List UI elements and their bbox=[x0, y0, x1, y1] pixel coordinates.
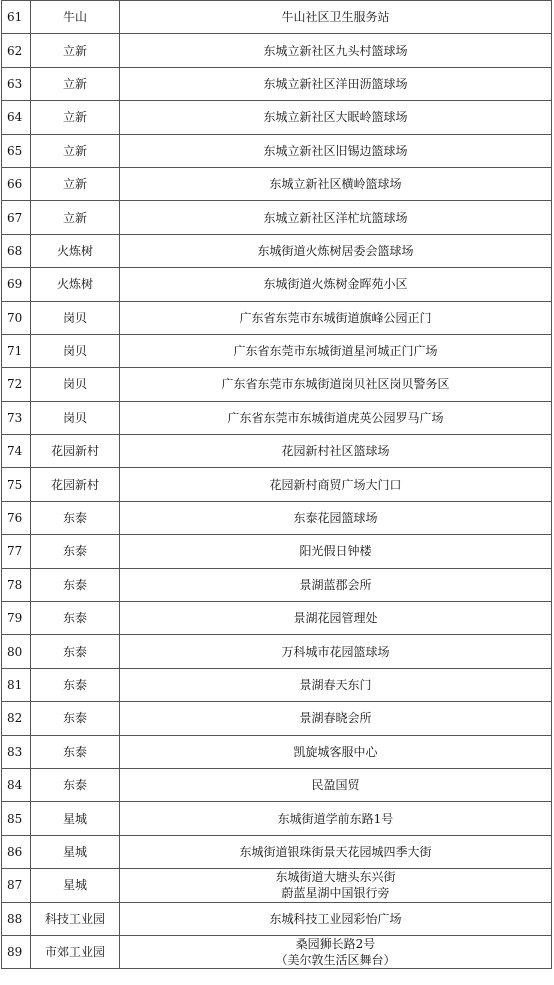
table-row bbox=[2, 435, 552, 468]
row-number: 62 bbox=[2, 34, 31, 67]
location-line-1: 东城立新社区洋田沥篮球场 bbox=[263, 76, 408, 91]
table-row bbox=[2, 668, 552, 701]
row-number: 66 bbox=[2, 167, 31, 200]
table-row bbox=[2, 134, 552, 167]
location-cell bbox=[120, 602, 552, 635]
row-number: 84 bbox=[2, 768, 31, 801]
location-line-2: （美尔敦生活区舞台） bbox=[275, 953, 396, 968]
location-line-1: 广东省东莞市东城街道旗峰公园正门 bbox=[239, 310, 432, 325]
row-number: 74 bbox=[2, 435, 31, 468]
row-number: 79 bbox=[2, 602, 31, 635]
community-cell: 市郊工业园 bbox=[31, 935, 120, 968]
community-cell: 东泰 bbox=[31, 668, 120, 701]
row-number: 67 bbox=[2, 201, 31, 234]
table-row bbox=[2, 902, 552, 935]
location-cell bbox=[120, 802, 552, 835]
table-row bbox=[2, 401, 552, 434]
row-number: 68 bbox=[2, 234, 31, 267]
row-number: 73 bbox=[2, 401, 31, 434]
location-line-1: 凯旋城客服中心 bbox=[293, 744, 378, 759]
location-cell bbox=[120, 902, 552, 935]
table-row bbox=[2, 101, 552, 134]
location-line-1: 桑园狮长路2号 bbox=[295, 937, 376, 952]
community-cell: 星城 bbox=[31, 835, 120, 868]
community-cell: 岗贝 bbox=[31, 301, 120, 334]
location-line-1: 东城立新社区横岭篮球场 bbox=[269, 177, 402, 192]
table-row bbox=[2, 635, 552, 668]
location-cell bbox=[120, 1, 552, 34]
location-line-1: 东城街道大塘头东兴街 bbox=[275, 870, 396, 885]
table-row bbox=[2, 501, 552, 534]
community-cell: 牛山 bbox=[31, 1, 120, 34]
location-line-1: 东城立新社区大眠岭篮球场 bbox=[263, 110, 408, 125]
location-cell bbox=[120, 34, 552, 67]
table-row bbox=[2, 869, 552, 902]
table-row bbox=[2, 368, 552, 401]
location-line-1: 牛山社区卫生服务站 bbox=[281, 10, 390, 25]
community-cell: 立新 bbox=[31, 34, 120, 67]
row-number: 87 bbox=[2, 869, 31, 902]
community-cell: 东泰 bbox=[31, 602, 120, 635]
table-row bbox=[2, 67, 552, 100]
location-cell bbox=[120, 869, 552, 902]
community-cell: 岗贝 bbox=[31, 368, 120, 401]
location-cell bbox=[120, 668, 552, 701]
community-cell: 立新 bbox=[31, 101, 120, 134]
location-cell bbox=[120, 234, 552, 267]
community-cell: 东泰 bbox=[31, 535, 120, 568]
community-cell: 东泰 bbox=[31, 568, 120, 601]
community-cell: 东泰 bbox=[31, 635, 120, 668]
location-line-1: 景湖春晓会所 bbox=[299, 711, 372, 726]
community-cell: 东泰 bbox=[31, 768, 120, 801]
table-row bbox=[2, 234, 552, 267]
row-number: 61 bbox=[2, 1, 31, 34]
location-cell bbox=[120, 501, 552, 534]
location-cell bbox=[120, 167, 552, 200]
location-table bbox=[1, 0, 552, 969]
location-line-1: 花园新村商贸广场大门口 bbox=[269, 477, 402, 492]
location-cell bbox=[120, 401, 552, 434]
table-row bbox=[2, 735, 552, 768]
row-number: 78 bbox=[2, 568, 31, 601]
location-line-1: 东城街道火炼树金晖苑小区 bbox=[263, 277, 408, 292]
community-cell: 东泰 bbox=[31, 501, 120, 534]
location-cell bbox=[120, 334, 552, 367]
row-number: 69 bbox=[2, 268, 31, 301]
location-line-1: 东城立新社区旧锡边篮球场 bbox=[263, 143, 408, 158]
community-cell: 岗贝 bbox=[31, 334, 120, 367]
location-line-1: 景湖花园管理处 bbox=[293, 611, 378, 626]
table-row bbox=[2, 334, 552, 367]
location-line-1: 东城街道火炼树居委会篮球场 bbox=[257, 243, 414, 258]
table-row bbox=[2, 167, 552, 200]
location-line-2: 蔚蓝星湖中国银行旁 bbox=[281, 886, 390, 901]
location-line-1: 东城立新社区九头村篮球场 bbox=[263, 43, 408, 58]
community-cell: 火炼树 bbox=[31, 234, 120, 267]
community-cell: 东泰 bbox=[31, 702, 120, 735]
row-number: 65 bbox=[2, 134, 31, 167]
location-line-1: 民盈国贸 bbox=[311, 778, 360, 793]
community-cell: 花园新村 bbox=[31, 468, 120, 501]
location-line-1: 阳光假日钟楼 bbox=[299, 544, 372, 559]
row-number: 72 bbox=[2, 368, 31, 401]
table-row bbox=[2, 201, 552, 234]
community-cell: 科技工业园 bbox=[31, 902, 120, 935]
location-cell bbox=[120, 134, 552, 167]
table-row bbox=[2, 468, 552, 501]
table-row bbox=[2, 702, 552, 735]
location-line-1: 广东省东莞市东城街道岗贝社区岗贝警务区 bbox=[221, 377, 450, 392]
location-table-body bbox=[2, 1, 552, 969]
location-cell bbox=[120, 301, 552, 334]
community-cell: 岗贝 bbox=[31, 401, 120, 434]
row-number: 75 bbox=[2, 468, 31, 501]
community-cell: 立新 bbox=[31, 167, 120, 200]
row-number: 82 bbox=[2, 702, 31, 735]
location-cell bbox=[120, 268, 552, 301]
community-cell: 立新 bbox=[31, 201, 120, 234]
location-cell bbox=[120, 468, 552, 501]
row-number: 71 bbox=[2, 334, 31, 367]
location-line-1: 广东省东莞市东城街道星河城正门广场 bbox=[233, 344, 438, 359]
location-cell bbox=[120, 101, 552, 134]
location-cell bbox=[120, 535, 552, 568]
community-cell: 立新 bbox=[31, 67, 120, 100]
table-row bbox=[2, 768, 552, 801]
location-line-1: 景湖蓝郡会所 bbox=[299, 577, 372, 592]
location-line-1: 花园新村社区篮球场 bbox=[281, 444, 390, 459]
row-number: 80 bbox=[2, 635, 31, 668]
community-cell: 花园新村 bbox=[31, 435, 120, 468]
table-row bbox=[2, 602, 552, 635]
location-cell bbox=[120, 568, 552, 601]
location-cell bbox=[120, 635, 552, 668]
row-number: 89 bbox=[2, 935, 31, 968]
location-line-1: 万科城市花园篮球场 bbox=[281, 644, 390, 659]
table-row bbox=[2, 268, 552, 301]
location-cell bbox=[120, 201, 552, 234]
location-line-1: 景湖春天东门 bbox=[299, 678, 372, 692]
row-number: 63 bbox=[2, 67, 31, 100]
location-cell bbox=[120, 735, 552, 768]
location-cell bbox=[120, 702, 552, 735]
community-cell: 星城 bbox=[31, 802, 120, 835]
location-line-1: 广东省东莞市东城街道虎英公园罗马广场 bbox=[227, 410, 444, 425]
row-number: 85 bbox=[2, 802, 31, 835]
location-line-1: 东城立新社区洋杧坑篮球场 bbox=[263, 210, 408, 225]
table-row bbox=[2, 535, 552, 568]
row-number: 86 bbox=[2, 835, 31, 868]
location-line-1: 东城科技工业园彩怡广场 bbox=[269, 911, 402, 926]
location-cell bbox=[120, 67, 552, 100]
location-cell bbox=[120, 935, 552, 968]
location-line-1: 东泰花园篮球场 bbox=[293, 511, 378, 526]
row-number: 64 bbox=[2, 101, 31, 134]
location-cell bbox=[120, 435, 552, 468]
row-number: 70 bbox=[2, 301, 31, 334]
row-number: 77 bbox=[2, 535, 31, 568]
table-row bbox=[2, 802, 552, 835]
row-number: 83 bbox=[2, 735, 31, 768]
row-number: 88 bbox=[2, 902, 31, 935]
row-number: 81 bbox=[2, 668, 31, 701]
table-row bbox=[2, 1, 552, 34]
community-cell: 东泰 bbox=[31, 735, 120, 768]
community-cell: 星城 bbox=[31, 869, 120, 902]
location-line-1: 东城街道学前东路1号 bbox=[277, 811, 394, 826]
table-row bbox=[2, 568, 552, 601]
table-row bbox=[2, 301, 552, 334]
location-cell bbox=[120, 368, 552, 401]
location-line-1: 东城街道银珠街景天花园城四季大街 bbox=[239, 844, 432, 859]
row-number: 76 bbox=[2, 501, 31, 534]
community-cell: 火炼树 bbox=[31, 268, 120, 301]
table-row bbox=[2, 34, 552, 67]
location-cell bbox=[120, 768, 552, 801]
location-cell bbox=[120, 835, 552, 868]
table-row bbox=[2, 835, 552, 868]
community-cell: 立新 bbox=[31, 134, 120, 167]
table-row bbox=[2, 935, 552, 968]
